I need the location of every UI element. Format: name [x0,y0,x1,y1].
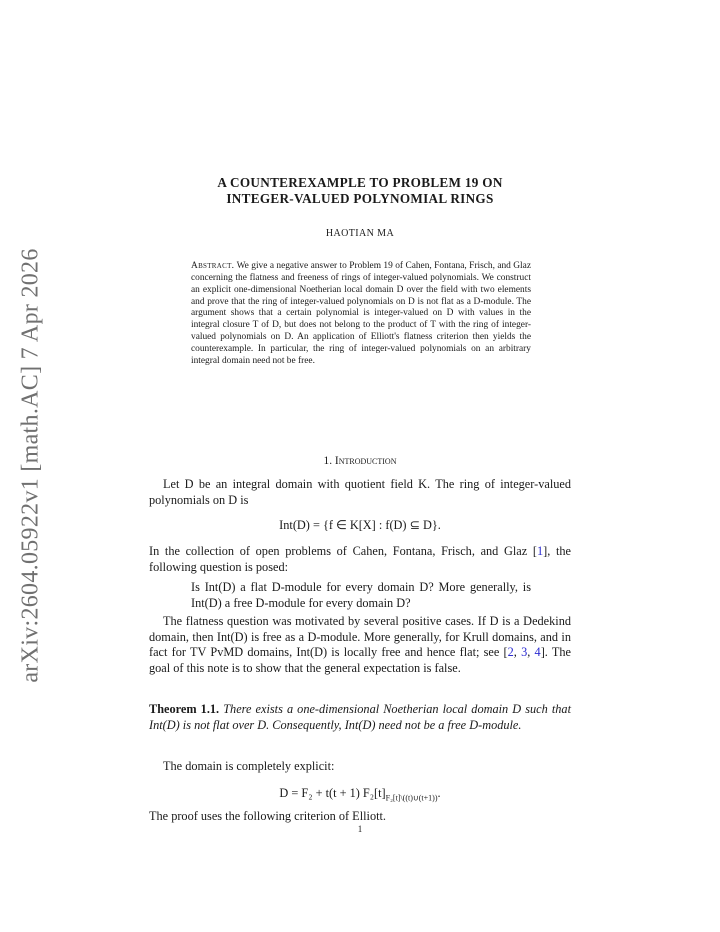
citation-4[interactable]: 4 [534,645,541,659]
citation-2[interactable]: 2 [507,645,514,659]
arxiv-identifier [17,247,44,683]
abstract [191,261,531,368]
theorem-label: Theorem 1.1. [149,702,220,716]
intro-p3-before: The flatness question was motivated by several positive cases. If D is a Dedekind domain, then Int(D) is free as a D-module. More generally, for Krull domains, and in fact for TV PvMD domains, Int(D) is locally free and hence flat; see [ [149,614,571,659]
abstract-text: We give a negative answer to Problem 19 of Cahen, Fontana, Frisch, and Glaz concerning the flatness and freeness of rings of integer-valued polynomials. We construct an explicit one-dimensional Noetherian local domain D over the field with two elements and prove that the ring of integer-valued polynomials on D is not flat as a D-module. The argument shows that a certain polynomial is integer-valued on D with values in the integral closure T of D, but does not belong to the product of T with the ring of integer-valued polynomials on D. An application of Elliott's flatness criterion then yields the counterexample. In particular, the ring of integer-valued polynomials on an arbitrary integral domain need not be free. [191,261,531,366]
intro-paragraph-1: Let D be an integral domain with quotient field K. The ring of integer-valued polynomials on D is [149,477,571,507]
section-heading [149,455,571,467]
display-d-main: D = F₂ + t(t + 1) F₂[t] [279,786,386,800]
citation-3[interactable]: 3 [521,645,528,659]
intro-paragraph-2 [149,544,571,575]
title-line-1: A COUNTEREXAMPLE TO PROBLEM 19 ON [217,175,503,190]
abstract-label: Abstract. [191,261,235,271]
arxiv-identifier-text: arXiv:2604.05922v1 [math.AC] 7 Apr 2026 [17,247,44,683]
intro-p3-after: ]. The goal of this note is to show that the general expectation is false. [149,645,571,675]
paper-title [149,175,571,207]
citation-1[interactable]: 1 [536,544,544,558]
section-number: 1. [323,455,333,467]
display-d-subscript: F₂[t]\((t)∪(t+1)) [385,793,438,803]
title-line-2: INTEGER-VALUED POLYNOMIAL RINGS [226,191,494,206]
section-title: Introduction [334,455,397,467]
display-equation-domain [149,786,571,806]
intro-p2-before: In the collection of open problems of Cahen, Fontana, Frisch, and Glaz [ [149,544,537,558]
posed-question: Is Int(D) a flat D-module for every domain D? More generally, is Int(D) a free D-module for every domain D? [191,580,531,610]
theorem-1-1 [149,702,571,733]
display-equation-int: Int(D) = {f ∈ K[X] : f(D) ⊆ D}. [279,518,441,532]
intro-paragraph-3: The flatness question was motivated by several positive cases. If D is a Dedekind domain, then Int(D) is free as a D-module. More generally, for Krull domains, and in fact for TV PvMD domains, Int(D) is locally free and hence flat; see [2, 3, 4]. The goal of this note is to show that the general expectation is false. [149,614,571,675]
theorem-text: There exists a one-dimensional Noetherian local domain D such that Int(D) is not flat over D. Consequently, Int(D) need not be a free D-module. [149,702,572,732]
intro-p2-after: ], the following question is posed: [149,544,571,574]
domain-sentence: The domain is completely explicit: [163,759,335,773]
author-name: HAOTIAN MA [325,228,395,239]
page-number: 1 [357,824,363,834]
display-d-end: . [437,786,441,800]
proof-sentence: The proof uses the following criterion of Elliott. [149,809,387,823]
